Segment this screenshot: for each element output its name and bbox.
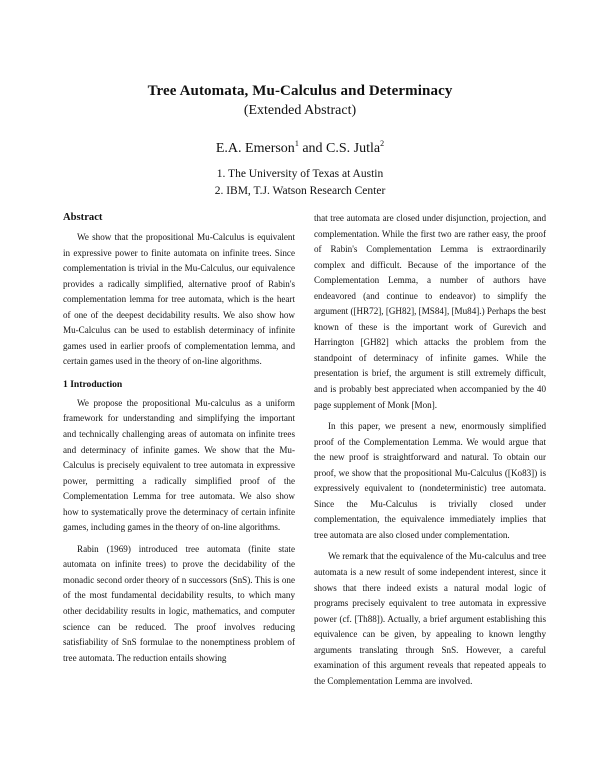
affiliation-2: 2. IBM, T.J. Watson Research Center [214, 185, 386, 197]
introduction-heading: 1 Introduction [63, 378, 123, 390]
author-2: C.S. Jutla [326, 141, 381, 156]
paper-subtitle: (Extended Abstract) [243, 103, 357, 118]
affiliation-1: 1. The University of Texas at Austin [216, 168, 384, 180]
intro-paragraph-2-continued: that tree automata are closed under disjunction, projection, and complementation. While the first two are rather easy, the proof of Rabin's Complementation Lemma is extraordinarily complex and difficult. Because of the importance of the Complementation Lemma, a number of authors have endeavored (and continue to endeavor) to simplify the argument ([HR72], [GH82], [MS84], [Mu84].) Perhaps the best known of these is the important work of Gurevich and Harrington [GH82] which attacks the problem from the standpoint of determinacy of infinite games. While the presentation is brief, the argument is still extremely difficult, and is probably best appreciated when accompanied by the 40 page supplement of Monk [Mon]. [314, 213, 546, 410]
author-1: E.A. Emerson [215, 141, 295, 156]
intro-paragraph-1: We propose the propositional Mu-calculus as a uniform framework for understanding and simplifying the important and technically challenging areas of automata on infinite trees and determinacy of infinite games. We show that the Mu-Calculus is precisely equivalent to tree automata in expressive power, permitting a radically simplified proof of the Complementation Lemma for tree automata. We also show how to systematically prove the determinacy of certain infinite games, including games in the theory of on-line algorithms. [63, 397, 295, 533]
intro-paragraph-3: In this paper, we present a new, enormously simplified proof of the Complementation Lemma. We would argue that the new proof is straightforward and natural. To obtain our proof, we show that the propositional Mu-Calculus ([Ko83]) is expressively equivalent to (nondeterministic) tree automata. Since the Mu-Calculus is trivially closed under complementation, the equivalence immediately implies that tree automata are also closed under complementation. [314, 421, 546, 540]
abstract-text: We show that the propositional Mu-Calculus is equivalent in expressive power to finite automata on infinite trees. Since complementation is trivial in the Mu-Calculus, our equivalence provides a radically simplified, alternative proof of Rabin's complementation lemma for tree automata, which is the heart of one of the deepest decidability results. We also show how Mu-Calculus can be used to establish determinacy of infinite games used in earlier proofs of complementation lemma, and certain games used in the theory of on-line algorithms. [63, 232, 295, 367]
author-1-affiliation-mark: 1 [294, 139, 299, 148]
left-column [63, 211, 295, 666]
right-column [314, 211, 546, 689]
author-2-affiliation-mark: 2 [380, 139, 385, 148]
paper-title: Tree Automata, Mu-Calculus and Determinacy [147, 83, 453, 99]
author-line [0, 139, 600, 157]
intro-paragraph-2: Rabin (1969) introduced tree automata (finite state automata on infinite trees) to prove the decidability of the monadic second order theory of n successors (SnS). This is one of the most fundamental decidability results, to which many other decidability results in logic, mathematics, and computer science can be reduced. The proof involves reducing satisfiability of SnS formulae to the nonemptiness problem of tree automata. The reduction entails showing [63, 543, 295, 663]
intro-paragraph-4: We remark that the equivalence of the Mu-calculus and tree automata is a new result of some independent interest, since it shows that there indeed exists a natural modal logic of programs precisely equivalent to tree automata in expressive power (cf. [Th88]). Actually, a brief argument establishing this equivalence can be given, by appealing to known lengthy arguments translating through SnS. However, a careful examination of this argument reveals that repeated appeals to the Complementation Lemma are involved. [314, 551, 546, 686]
author-conjunction: and [298, 141, 327, 156]
abstract-heading: Abstract [63, 212, 103, 223]
